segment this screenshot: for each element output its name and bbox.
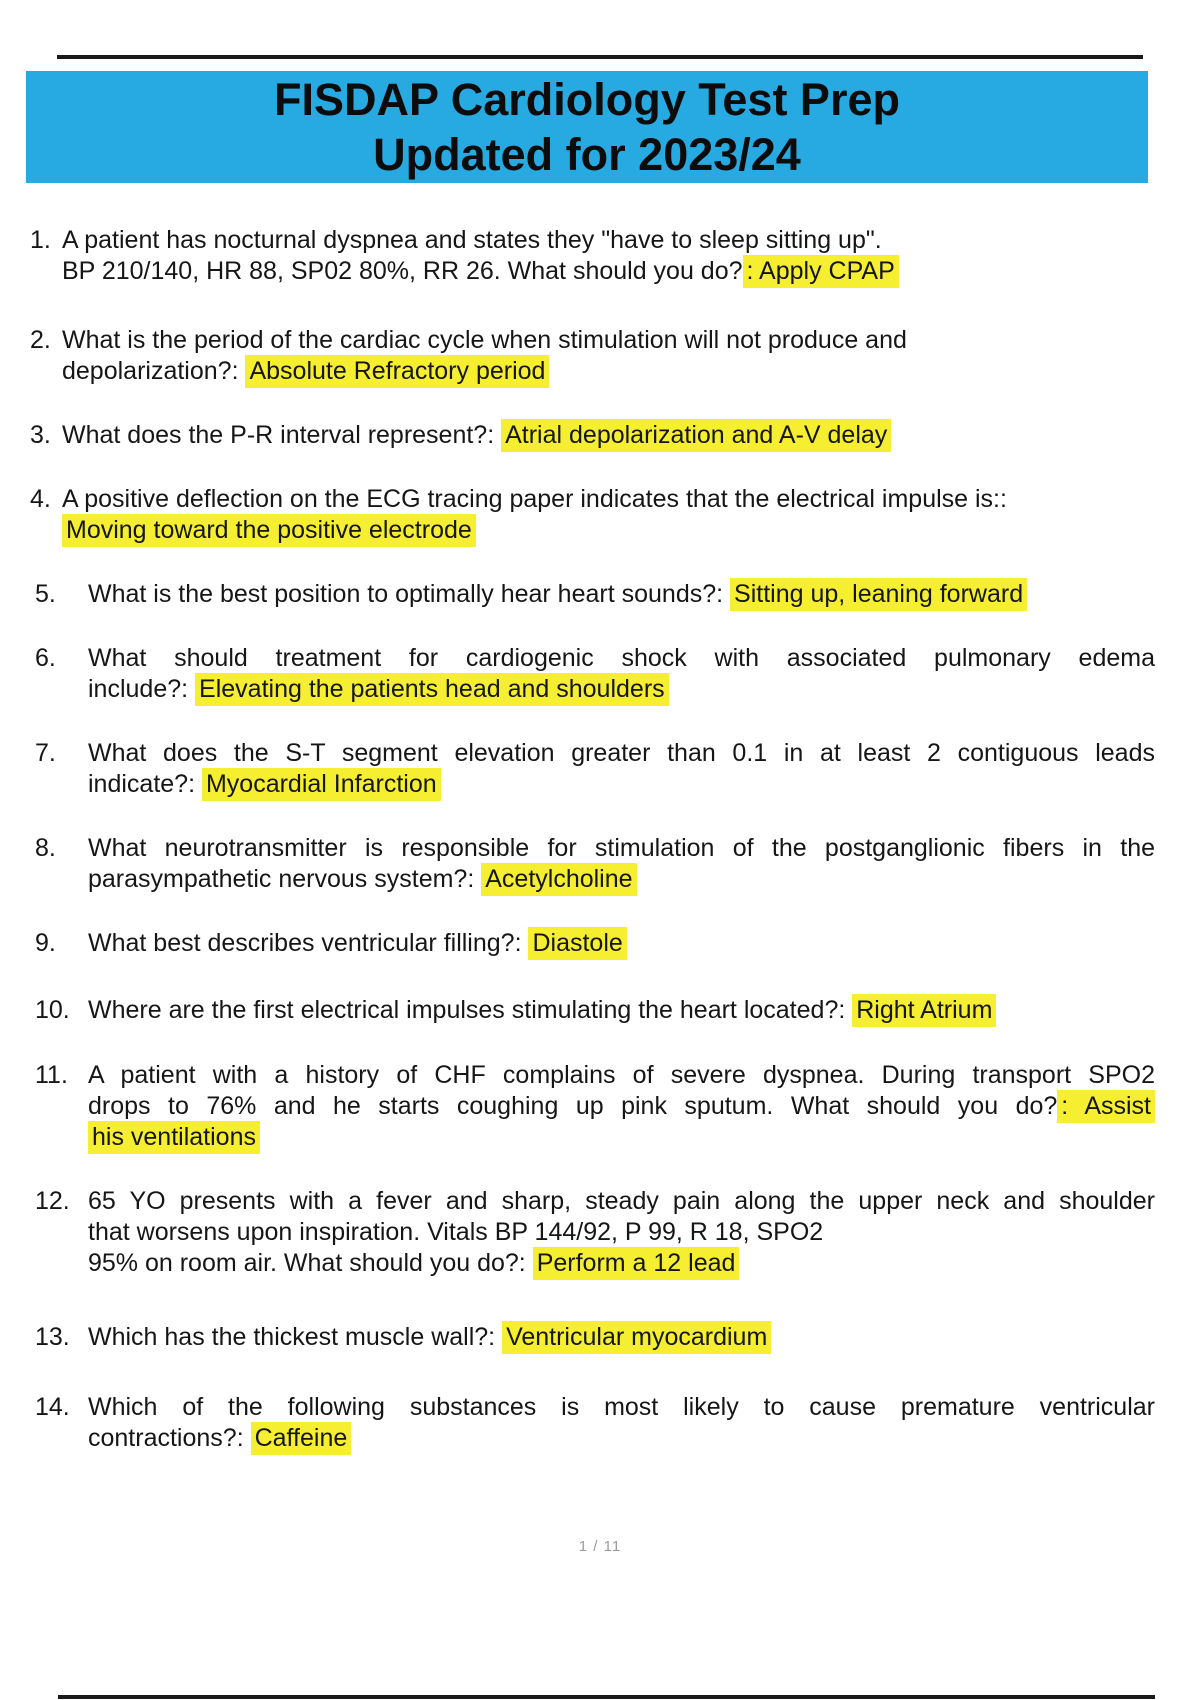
question-segment: What best describes ventricular filling?:: [88, 929, 529, 957]
text-line: [88, 1186, 1155, 1217]
question-segment: that worsens upon inspiration. Vitals BP 144/92, P 99, R 18, SPO2: [88, 1218, 824, 1246]
question-text: [62, 225, 1155, 287]
question-segment: What is the best position to optimally hear heart sounds?:: [88, 580, 731, 608]
text-line: [88, 1091, 1155, 1122]
question-text: [88, 1392, 1155, 1454]
question-segment: 65 YO presents with a fever and sharp, steady pain along the upper neck and shoulder: [88, 1187, 1155, 1215]
text-line: [88, 1322, 1155, 1353]
question-segment: BP 210/140, HR 88, SP02 80%, RR 26. What should you do?: [62, 257, 743, 285]
question-item: [0, 928, 1155, 959]
question-segment: parasympathetic nervous system?:: [88, 865, 482, 893]
text-line: [88, 643, 1155, 674]
answer-highlight: his ventilations: [88, 1121, 260, 1154]
text-line: [88, 833, 1155, 864]
question-text: [62, 484, 1155, 546]
question-segment: 95% on room air. What should you do?:: [88, 1249, 533, 1277]
question-text: [88, 928, 1155, 959]
questions-list: [0, 225, 1200, 1487]
question-segment: Where are the first electrical impulses stimulating the heart located?:: [88, 996, 853, 1024]
text-line: [62, 256, 1155, 287]
answer-highlight: Elevating the patients head and shoulders: [195, 673, 669, 706]
text-line: [88, 738, 1155, 769]
question-segment: include?:: [88, 675, 196, 703]
question-text: [88, 579, 1155, 610]
answer-highlight: : Apply CPAP: [743, 255, 899, 288]
question-item: [0, 484, 1155, 546]
question-number: 4.: [30, 485, 51, 513]
question-segment: A positive deflection on the ECG tracing paper indicates that the electrical impulse is::: [62, 485, 1007, 513]
question-number: 7.: [35, 739, 56, 767]
question-number: 3.: [30, 421, 51, 449]
question-item: [0, 225, 1155, 287]
question-item: [0, 325, 1155, 387]
question-number: 11.: [35, 1061, 68, 1089]
question-text: [88, 1322, 1155, 1353]
text-line: [88, 1217, 1155, 1248]
text-line: [88, 579, 1155, 610]
answer-highlight: : Assist: [1057, 1090, 1155, 1123]
question-item: [0, 1392, 1155, 1454]
question-number: 8.: [35, 834, 56, 862]
question-segment: What neurotransmitter is responsible for stimulation of the postganglionic fibers in the: [88, 834, 1155, 862]
question-text: [62, 420, 1155, 451]
document-title-line1: FISDAP Cardiology Test Prep: [274, 74, 900, 125]
document-title-line2: Updated for 2023/24: [373, 129, 801, 180]
text-line: [88, 769, 1155, 800]
title-banner: [26, 71, 1148, 183]
answer-highlight: Sitting up, leaning forward: [730, 578, 1027, 611]
answer-highlight: Myocardial Infarction: [202, 768, 441, 801]
question-item: [0, 1186, 1155, 1279]
question-number: 14.: [35, 1393, 70, 1421]
bottom-rule: [58, 1695, 1155, 1699]
answer-highlight: Absolute Refractory period: [245, 355, 549, 388]
text-line: [88, 928, 1155, 959]
text-line: [62, 356, 1155, 387]
question-segment: What is the period of the cardiac cycle when stimulation will not produce and: [62, 326, 907, 354]
question-number: 6.: [35, 644, 56, 672]
question-text: [88, 1186, 1155, 1279]
question-text: [62, 325, 1155, 387]
question-item: [0, 738, 1155, 800]
question-number: 2.: [30, 326, 51, 354]
question-text: [88, 1060, 1155, 1153]
question-item: [0, 420, 1155, 451]
question-segment: A patient has nocturnal dyspnea and states they "have to sleep sitting up".: [62, 226, 882, 254]
answer-highlight: Ventricular myocardium: [502, 1321, 771, 1354]
text-line: [88, 1248, 1155, 1279]
question-text: [88, 643, 1155, 705]
question-number: 9.: [35, 929, 56, 957]
question-segment: drops to 76% and he starts coughing up pink sputum. What should you do?: [88, 1092, 1058, 1120]
question-segment: A patient with a history of CHF complains of severe dyspnea. During transport SPO2: [88, 1061, 1155, 1089]
question-item: [0, 579, 1155, 610]
question-item: [0, 833, 1155, 895]
answer-highlight: Acetylcholine: [481, 863, 636, 896]
question-segment: What does the P-R interval represent?:: [62, 421, 502, 449]
answer-highlight: Diastole: [528, 927, 626, 960]
question-segment: Which has the thickest muscle wall?:: [88, 1323, 503, 1351]
text-line: [62, 225, 1155, 256]
answer-highlight: Right Atrium: [852, 994, 996, 1027]
text-line: [88, 1423, 1155, 1454]
text-line: [62, 325, 1155, 356]
answer-highlight: Moving toward the positive electrode: [62, 514, 476, 547]
question-item: [0, 1322, 1155, 1353]
question-number: 10.: [35, 996, 70, 1024]
question-text: [88, 995, 1155, 1026]
question-item: [0, 1060, 1155, 1153]
question-segment: indicate?:: [88, 770, 202, 798]
text-line: [88, 1122, 1155, 1153]
question-segment: What should treatment for cardiogenic shock with associated pulmonary edema: [88, 644, 1155, 672]
question-number: 13.: [35, 1323, 70, 1351]
text-line: [88, 1060, 1155, 1091]
question-number: 1.: [30, 226, 51, 254]
question-item: [0, 995, 1155, 1026]
question-item: [0, 643, 1155, 705]
text-line: [62, 420, 1155, 451]
text-line: [88, 864, 1155, 895]
question-text: [88, 738, 1155, 800]
question-text: [88, 833, 1155, 895]
text-line: [88, 674, 1155, 705]
question-number: 12.: [35, 1187, 70, 1215]
top-rule: [57, 55, 1143, 59]
question-segment: Which of the following substances is most likely to cause premature ventricular: [88, 1393, 1155, 1421]
question-number: 5.: [35, 580, 56, 608]
page-number: 1 / 11: [578, 1538, 622, 1555]
answer-highlight: Perform a 12 lead: [533, 1247, 740, 1280]
answer-highlight: Caffeine: [251, 1422, 352, 1455]
text-line: [88, 1392, 1155, 1423]
question-segment: depolarization?:: [62, 357, 246, 385]
question-segment: What does the S-T segment elevation greater than 0.1 in at least 2 contiguous leads: [88, 739, 1155, 767]
question-segment: contractions?:: [88, 1424, 251, 1452]
answer-highlight: Atrial depolarization and A-V delay: [501, 419, 891, 452]
text-line: [62, 515, 1155, 546]
text-line: [88, 995, 1155, 1026]
text-line: [62, 484, 1155, 515]
